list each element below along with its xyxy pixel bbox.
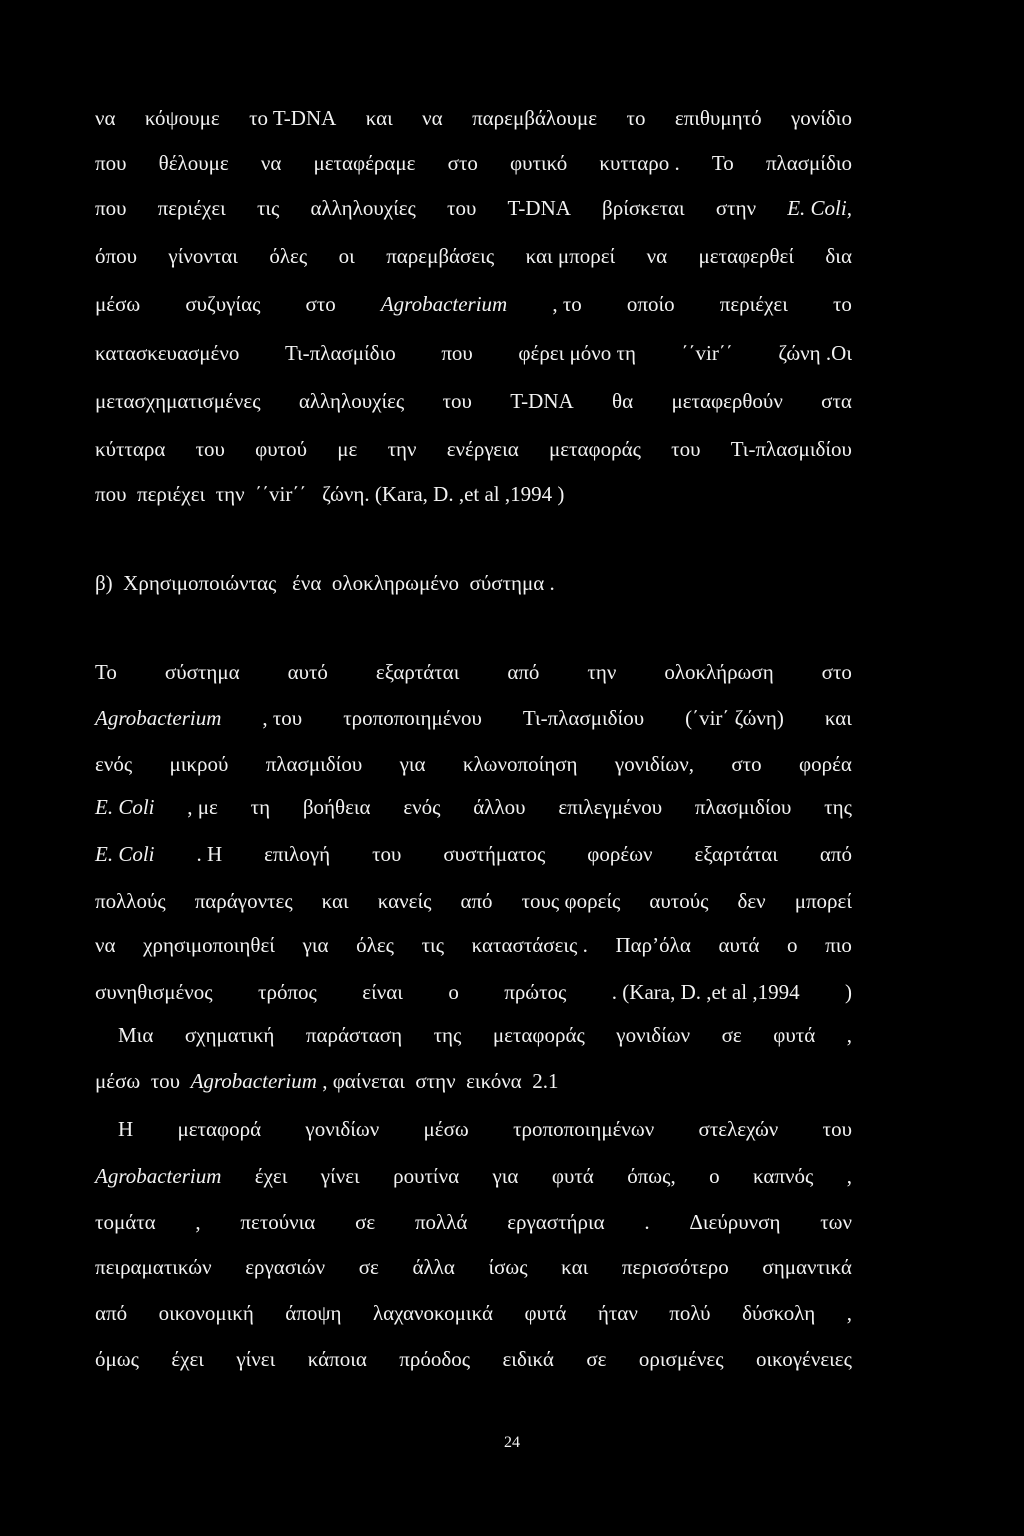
text-segment: παρεμβάλουμε [472,106,598,130]
text-segment: μεταφέραμε [313,151,416,175]
text-segment: για [492,1164,519,1188]
text-segment: φορέα [798,752,852,776]
text-segment: πλασμιδίου [265,752,363,776]
text-segment: του [195,437,225,461]
text-segment: οι [338,244,355,268]
text-segment: τροποποιημένου [343,706,482,730]
text-segment: εργαστήρια [507,1210,605,1234]
text-line [95,284,852,324]
text-segment: μικρού [169,752,229,776]
text-segment: την [587,660,617,684]
text-segment: Τι-πλασμιδίου [522,706,645,730]
text-segment: της [824,795,852,819]
text-segment: γονίδιο [790,106,852,130]
text-segment: πρώτος [504,980,567,1004]
text-segment: από [460,889,493,913]
text-segment: παρεμβάσεις [386,244,495,268]
text-segment: ίσως [488,1255,528,1279]
text-segment: εξαρτάται [694,842,778,866]
text-segment: βρίσκεται [602,196,685,220]
text-segment: τις [421,933,445,957]
text-line [95,925,852,965]
text-segment: ενός [403,795,441,819]
text-segment: μπορεί [794,889,852,913]
text-segment: μεταφερθεί [698,244,794,268]
text-segment: συζυγίας [185,292,261,316]
text-segment: ορισμένες [638,1347,724,1371]
text-segment: κόψουμε [144,106,220,130]
text-line [95,563,852,603]
text-segment: θέλουμε [158,151,229,175]
text-segment: γονιδίων [616,1023,691,1047]
text-segment: στην [715,196,757,220]
text-segment: από [95,1301,128,1325]
text-segment: να [646,244,668,268]
text-line [95,1339,852,1379]
text-segment: σημαντικά [762,1255,852,1279]
text-segment: , [846,1164,852,1188]
text-segment: πολύ [669,1301,711,1325]
text-segment: γίνει [236,1347,276,1371]
text-segment: περιέχει [157,196,226,220]
page-number: 24 [504,1434,520,1451]
text-line [118,1109,852,1149]
text-segment: μεταφοράς [548,437,641,461]
text-segment: τροποποιημένων [513,1117,655,1141]
text-segment: αυτό [287,660,328,684]
text-line [95,972,852,1012]
text-segment: μέσω [95,292,141,316]
text-segment: ) [844,980,852,1004]
text-segment: κλωνοποίηση [462,752,578,776]
text-line [95,381,852,421]
text-segment: που [95,151,127,175]
text-segment: από [819,842,852,866]
text-segment: καπνός [753,1164,814,1188]
italic-term: Agrobacterium [190,1069,317,1093]
text-segment: μέσω του [95,1069,191,1093]
text-segment: στο [305,292,336,316]
italic-term: E. Coli [95,795,155,819]
text-segment: οικονομική [158,1301,254,1325]
text-segment: δεν [737,889,766,913]
text-line [95,652,852,692]
text-segment: ΄΄vir΄΄ [681,341,733,365]
text-segment: πολλούς [95,889,166,913]
text-segment: ο [448,980,459,1004]
text-segment: θα [612,389,634,413]
text-segment: πιο [825,933,852,957]
text-segment: . Η [196,842,223,866]
italic-term: Agrobacterium [95,706,222,730]
text-segment: μεταφοράς [492,1023,585,1047]
text-segment: γονιδίων [305,1117,380,1141]
text-segment: Η [118,1117,134,1141]
text-segment: που περιέχει την ΄΄vir΄΄ ζώνη. (Kara, D. ,et al ,1994 ) [95,482,565,506]
text-segment: την [387,437,417,461]
text-line [95,1202,852,1242]
text-segment: τις [256,196,280,220]
text-segment: φυτού [255,437,308,461]
text-segment: φυτά [524,1301,567,1325]
text-segment: Τι-πλασμιδίου [730,437,852,461]
text-line [95,698,852,738]
text-segment: να [422,106,443,130]
text-segment: τομάτα [95,1210,156,1234]
text-segment: φυτικό [510,151,568,175]
text-line [95,1156,852,1196]
text-segment: πολλά [414,1210,468,1234]
text-segment: κυτταρο . [599,151,680,175]
text-segment: σύστημα [164,660,240,684]
text-line [95,1293,852,1333]
text-segment: ρουτίνα [393,1164,460,1188]
text-segment: όλες [269,244,308,268]
text-segment: όπου [95,244,137,268]
text-segment: της [433,1023,462,1047]
text-segment: και [824,706,852,730]
text-segment: όπως, [627,1164,676,1188]
text-segment: όλες [356,933,394,957]
text-segment: από [507,660,540,684]
text-segment: το [626,106,646,130]
text-segment: των [820,1210,852,1234]
text-segment: β) Χρησιμοποιώντας ένα ολοκληρωμένο σύστημα . [95,571,555,595]
text-segment: σε [586,1347,607,1371]
text-segment: Τ-DNA [507,196,571,220]
text-segment: εργασιών [245,1255,326,1279]
text-segment: μετασχηματισμένες [95,389,261,413]
text-segment: στα [821,389,852,413]
text-segment: , με [187,795,218,819]
text-segment: συστήματος [443,842,546,866]
text-segment: . (Kara, D. ,et al ,1994 [611,980,800,1004]
text-segment: τρόπος [258,980,317,1004]
text-segment: Μια [118,1023,154,1047]
text-segment: (΄vir΄ ζώνη) [685,706,784,730]
text-line [118,1015,852,1055]
text-segment: συνηθισμένος [95,980,213,1004]
text-segment: που [441,341,473,365]
italic-term: E. Coli [95,842,155,866]
text-segment: κάποια [307,1347,367,1371]
text-segment: Τι-πλασμίδιο [284,341,396,365]
text-segment: ενέργεια [446,437,519,461]
text-segment: κανείς [377,889,432,913]
text-line [95,143,852,183]
text-segment: κύτταρα [95,437,166,461]
text-segment: στελεχών [698,1117,779,1141]
text-segment: του [671,437,701,461]
text-segment: επιλεγμένου [558,795,663,819]
text-segment: ο [786,933,798,957]
text-segment: για [302,933,329,957]
text-segment: χρησιμοποιηθεί [143,933,275,957]
text-segment: ολοκλήρωση [664,660,774,684]
text-segment: επιλογή [264,842,331,866]
text-segment: το [832,292,852,316]
text-segment: άλλου [473,795,526,819]
text-segment: Τ-DNA [510,389,574,413]
text-line [95,1247,852,1287]
text-segment: και [561,1255,589,1279]
text-segment: ζώνη .Οι [778,341,852,365]
text-segment: , φαίνεται στην εικόνα 2.1 [316,1069,559,1093]
text-segment: σε [355,1210,376,1234]
text-line [95,1061,852,1101]
text-segment: δια [825,244,852,268]
text-segment: μεταφερθούν [671,389,783,413]
text-segment: σχηματική [184,1023,275,1047]
text-segment: με [337,437,358,461]
text-segment: του [822,1117,852,1141]
text-segment: , [846,1301,852,1325]
text-segment: να [95,933,116,957]
text-line [95,98,852,138]
text-segment: στο [821,660,852,684]
text-segment: τη [250,795,271,819]
text-line [95,834,852,874]
text-segment: περισσότερο [621,1255,729,1279]
text-segment: όμως [95,1347,139,1371]
text-segment: άποψη [285,1301,342,1325]
text-segment: Διεύρυνση [689,1210,781,1234]
italic-term: Agrobacterium [95,1164,222,1188]
text-segment: να [95,106,116,130]
text-segment: αλληλουχίες [310,196,416,220]
text-segment: πλασμίδιο [765,151,852,175]
text-segment: οικογένειες [755,1347,852,1371]
text-segment: άλλα [412,1255,455,1279]
text-segment: φυτά [551,1164,594,1188]
text-segment: . [644,1210,650,1234]
text-segment: έχει [171,1347,204,1371]
text-segment: του [447,196,477,220]
text-segment: το Τ-DNA [249,106,337,130]
text-segment: μεταφορά [177,1117,262,1141]
text-segment: κατασκευασμένο [95,341,240,365]
text-segment: επιθυμητό [674,106,762,130]
text-segment: γονιδίων, [614,752,694,776]
text-segment: Το [711,151,734,175]
italic-term: E. Coli, [787,196,852,220]
text-segment: γίνονται [168,244,238,268]
text-line [95,429,852,469]
text-line [95,787,852,827]
text-segment: πειραματικών [95,1255,212,1279]
text-segment: περιέχει [719,292,788,316]
text-segment: αυτά [718,933,760,957]
text-segment: φυτά [773,1023,816,1047]
text-line [95,236,852,276]
text-segment: ενός [95,752,133,776]
text-segment: και [365,106,393,130]
text-segment: ειδικά [502,1347,554,1371]
text-segment: πρόοδος [399,1347,471,1371]
text-segment: λαχανοκομικά [373,1301,493,1325]
text-segment: του [372,842,402,866]
text-segment: πετούνια [240,1210,316,1234]
text-line [95,474,852,514]
text-line [95,188,852,228]
text-segment: του [442,389,472,413]
text-segment: που [95,196,127,220]
text-segment: τους φορείς [521,889,621,913]
text-segment: να [260,151,282,175]
text-segment: στο [447,151,478,175]
text-segment: ο [709,1164,720,1188]
text-segment: , το [552,292,582,316]
text-segment: Το [95,660,117,684]
text-segment: και [321,889,349,913]
text-segment: δύσκολη [742,1301,816,1325]
text-segment: φορέων [587,842,653,866]
text-segment: παράγοντες [194,889,293,913]
text-segment: φέρει μόνο τη [518,341,636,365]
text-segment: σε [358,1255,379,1279]
text-segment: , [195,1210,201,1234]
text-segment: για [399,752,426,776]
text-segment: στο [731,752,762,776]
italic-term: Agrobacterium [380,292,508,316]
text-segment: σε [721,1023,742,1047]
text-segment: είναι [362,980,403,1004]
text-segment: , [846,1023,852,1047]
text-segment: γίνει [320,1164,360,1188]
text-line [95,744,852,784]
text-segment: ήταν [597,1301,638,1325]
text-segment: μέσω [423,1117,469,1141]
text-segment: καταστάσεις . [471,933,588,957]
text-line [95,881,852,921]
text-segment: εξαρτάται [375,660,460,684]
text-line [95,333,852,373]
text-segment: και μπορεί [525,244,616,268]
text-segment: έχει [254,1164,288,1188]
text-segment: πλασμιδίου [694,795,792,819]
text-segment: , του [262,706,303,730]
text-segment: βοήθεια [302,795,371,819]
text-segment: αυτούς [649,889,709,913]
text-segment: Παρ’όλα [615,933,691,957]
text-segment: οποίο [626,292,675,316]
text-segment: αλληλουχίες [298,389,405,413]
text-segment: παράσταση [305,1023,403,1047]
